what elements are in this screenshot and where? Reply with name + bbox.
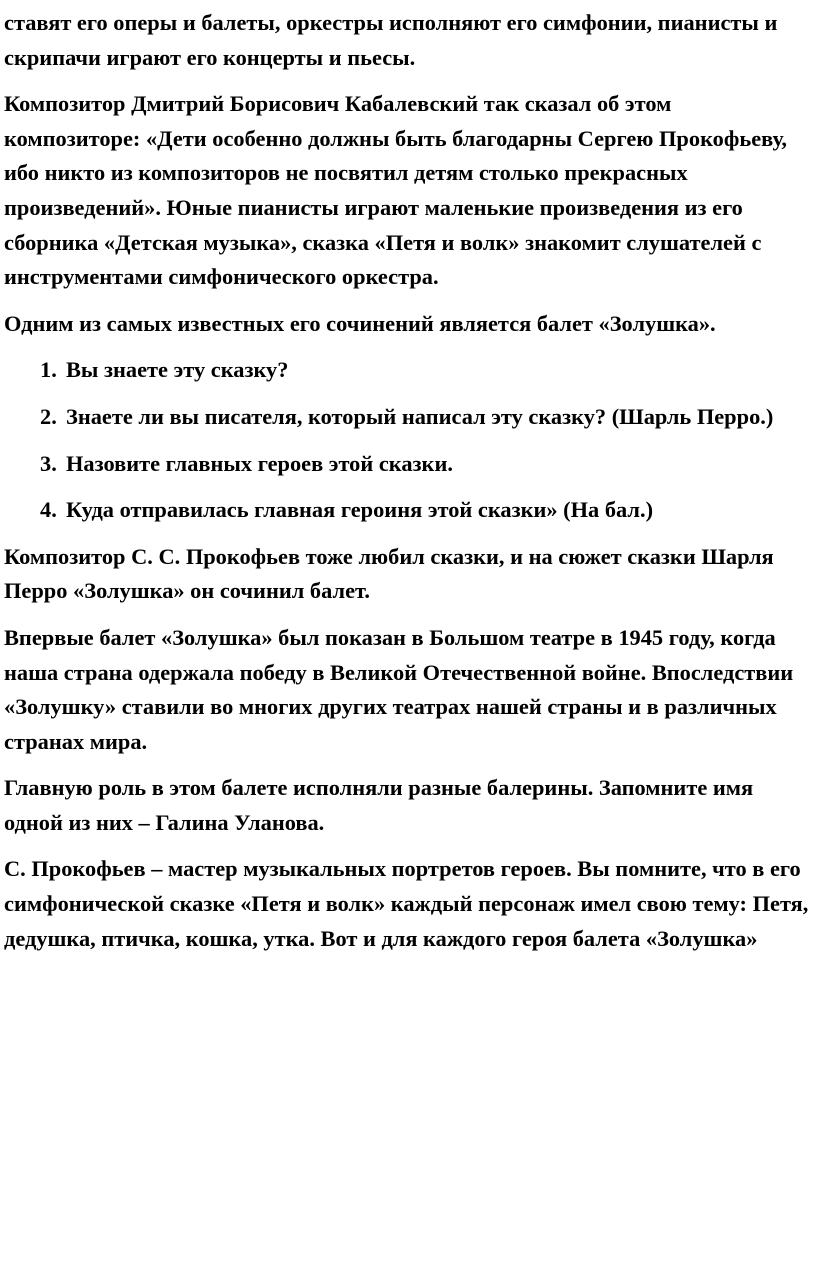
paragraph-intro: ставят его оперы и балеты, оркестры исполняют его симфонии, пианисты и скрипачи играют его концерты и пьесы. xyxy=(4,10,778,70)
question-list xyxy=(4,353,812,527)
paragraph-premiere: Впервые балет «Золушка» был показан в Большом театре в 1945 году, когда наша страна одержала победу в Великой Отечественной войне. Впоследствии «Золушку» ставили во многих других театрах нашей страны и в различных странах мира. xyxy=(4,624,794,754)
list-item xyxy=(4,493,812,528)
list-item-number: 3. xyxy=(40,450,57,476)
list-item-number: 2. xyxy=(40,403,57,429)
paragraph-cinderella-intro: Одним из самых известных его сочинений является балет «Золушка». xyxy=(4,310,716,336)
list-item-text: Вы знаете эту сказку? xyxy=(66,357,289,383)
list-item-text: Куда отправилась главная героиня этой сказки» (На бал.) xyxy=(66,497,654,523)
list-item-number: 4. xyxy=(40,497,57,523)
paragraph-prokofiev-ballet: Композитор С. С. Прокофьев тоже любил сказки, и на сюжет сказки Шарля Перро «Золушка» он сочинил балет. xyxy=(4,543,774,604)
paragraph-musical-portraits: С. Прокофьев – мастер музыкальных портретов героев. Вы помните, что в его симфонической сказке «Петя и волк» каждый персонаж имел свою тему: Петя, дедушка, птичка, кошка, утка. Вот и для каждого героя балета «Золушка» xyxy=(4,856,809,951)
list-item-number: 1. xyxy=(40,357,57,383)
list-item xyxy=(4,353,812,388)
paragraph-ulanova: Главную роль в этом балете исполняли разные балерины. Запомните имя одной из них – Галина Уланова. xyxy=(4,775,754,835)
list-item-text: Назовите главных героев этой сказки. xyxy=(66,450,453,476)
list-item xyxy=(4,447,812,482)
list-item xyxy=(4,400,812,435)
paragraph-kabalevsky-quote: Композитор Дмитрий Борисович Кабалевский так сказал об этом композиторе: «Дети особенно должны быть благодарны Сергею Прокофьеву, ибо никто из композиторов не посвятил детям столько прекрасных произведений». Юные пианисты играют маленькие произведения из его сборника «Детская музыка», сказка «Петя и волк» знакомит слушателей с инструментами симфонического оркестра. xyxy=(4,91,788,290)
list-item-text: Знаете ли вы писателя, который написал эту сказку? (Шарль Перро.) xyxy=(66,403,774,429)
